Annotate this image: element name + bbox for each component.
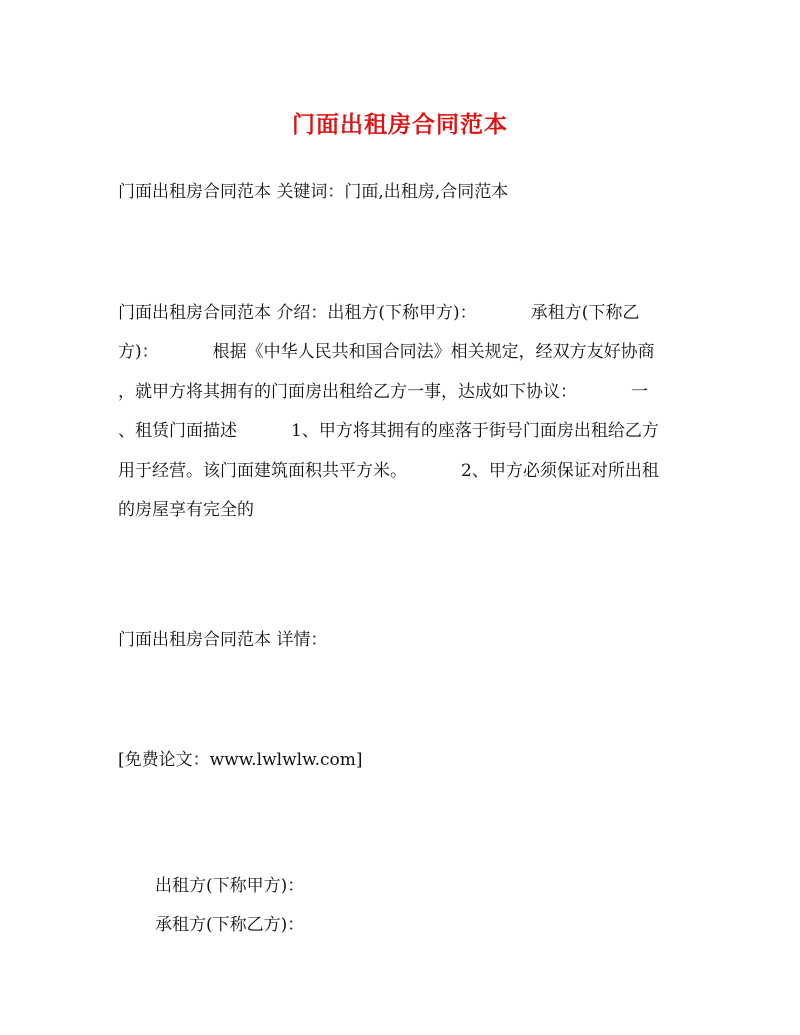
intro-paragraph bbox=[118, 294, 680, 530]
document-title: 门面出租房合同范本 bbox=[292, 111, 508, 138]
intro-line: 的房屋享有完全的 bbox=[118, 499, 254, 520]
intro-line: 方)： 根据《中华人民共和国合同法》相关规定，经双方友好协商 bbox=[118, 342, 655, 363]
source-line: [免费论文：www.lwlwlw.com] bbox=[118, 750, 363, 770]
intro-line: 用于经营。该门面建筑面积共平方米。 2、甲方必须保证对所出租 bbox=[118, 460, 659, 481]
party-a-line: 出租方(下称甲方)： bbox=[155, 876, 305, 896]
party-b-line: 承租方(下称乙方)： bbox=[155, 915, 305, 935]
details-line: 门面出租房合同范本 详情： bbox=[118, 630, 328, 650]
intro-line: 、租赁门面描述 1、甲方将其拥有的座落于街号门面房出租给乙方 bbox=[118, 421, 659, 442]
keywords-line: 门面出租房合同范本 关键词：门面,出租房,合同范本 bbox=[118, 182, 509, 202]
intro-line: ，就甲方将其拥有的门面房出租给乙方一事，达成如下协议： 一 bbox=[118, 381, 649, 402]
intro-line: 门面出租房合同范本 介绍：出租方(下称甲方)： 承租方(下称乙 bbox=[118, 303, 640, 323]
